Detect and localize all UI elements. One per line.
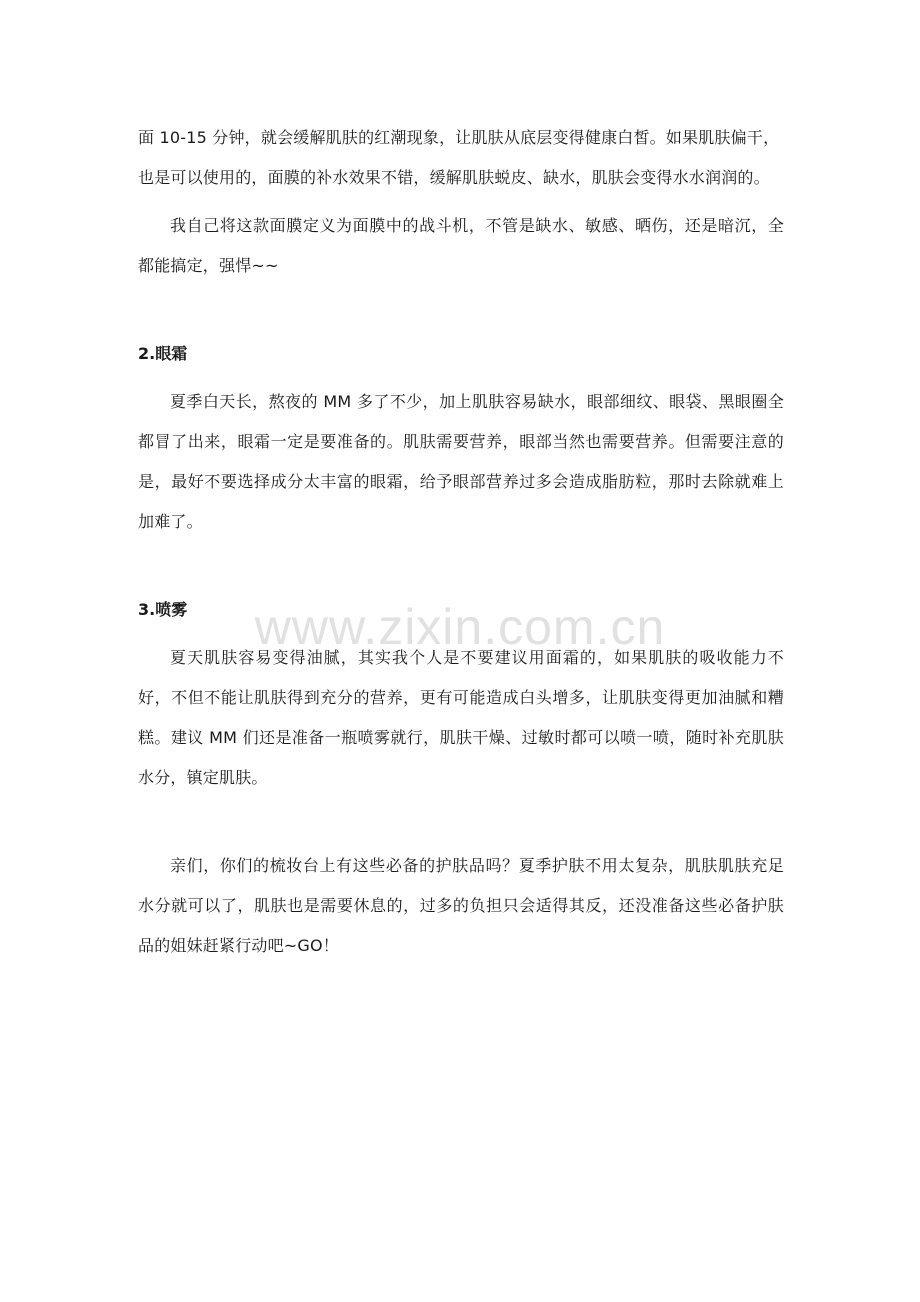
section-heading: 2.眼霜: [138, 344, 188, 363]
paragraph-line: 也是可以使用的，面膜的补水效果不错，缓解肌肤蜕皮、缺水，肌肤会变得水水润润的。: [138, 168, 770, 187]
paragraph: 夏天肌肤容易变得油腻，其实我个人是不要建议用面霜的，如果肌肤的吸收能力不好，不但不能让肌肤得到充分的营养，更有可能造成白头增多，让肌肤变得更加油腻和糟糕。建议 MM 们还是准备一瓶喷雾就行，肌肤干燥、过敏时都可以喷一喷，随时补充肌肤水分，镇定肌肤。: [138, 648, 784, 787]
paragraph-line: 面 10-15 分钟，就会缓解肌肤的红潮现象，让肌肤从底层变得健康白皙。如果肌肤偏干，: [138, 128, 780, 147]
article-body: [138, 118, 784, 966]
watermark: www.zixin.com.cn: [254, 599, 666, 655]
paragraph: 我自己将这款面膜定义为面膜中的战斗机，不管是缺水、敏感、晒伤，还是暗沉，全都能搞定，强悍~~: [138, 216, 784, 275]
paragraph: 夏季白天长，熬夜的 MM 多了不少，加上肌肤容易缺水，眼部细纹、眼袋、黑眼圈全都冒了出来，眼霜一定是要准备的。肌肤需要营养，眼部当然也需要营养。但需要注意的是，最好不要选择成分太丰富的眼霜，给予眼部营养过多会造成脂肪粒，那时去除就难上加难了。: [138, 392, 784, 531]
section-heading: 3.喷雾: [138, 600, 188, 619]
closing-paragraph: 亲们，你们的梳妆台上有这些必备的护肤品吗？夏季护肤不用太复杂，肌肤肌肤充足水分就可以了，肌肤也是需要休息的，过多的负担只会适得其反，还没准备这些必备护肤品的姐妹赶紧行动吧~GO！: [138, 856, 784, 955]
